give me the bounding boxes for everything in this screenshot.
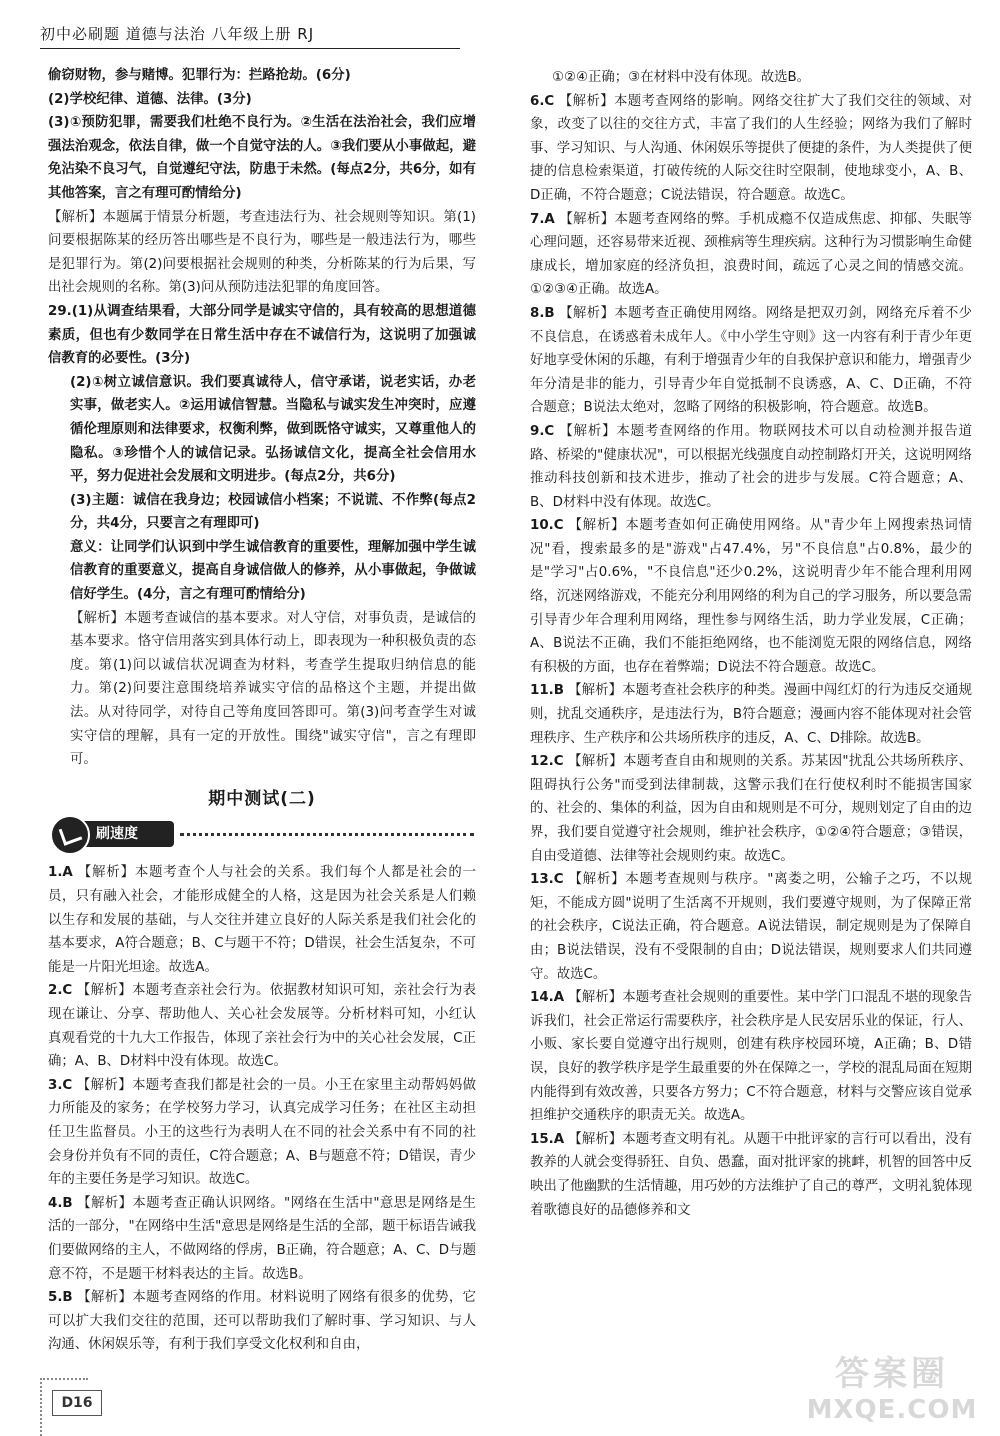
speed-badge-row xyxy=(48,817,476,855)
badge-label: 刷速度 xyxy=(96,826,138,843)
question-number: 4.B xyxy=(48,1195,73,1211)
question-1 xyxy=(48,861,476,979)
question-number: 15.A xyxy=(530,1131,565,1147)
question-5 xyxy=(48,1286,476,1357)
question-7 xyxy=(530,208,972,302)
question-12 xyxy=(530,750,972,868)
question-number: 7.A xyxy=(530,211,555,227)
answer-text: (2)①树立诚信意识。我们要真诚待人，信守承诺，说老实话，办老实事，做老实人。②运用诚信智慧。当隐私与诚实发生冲突时，应遵循伦理原则和法律要求，权衡利弊，做到既恪守诚实，又尊重他人的隐私。③珍惜个人的诚信记录。弘扬诚信文化，提高全社会信用水平，努力促进社会发展和文明进步。(每点2分，共6分) xyxy=(70,374,476,485)
question-11 xyxy=(530,679,972,750)
answer-text: 【解析】本题考查我们都是社会的一员。小王在家里主动帮妈妈做力所能及的家务；在学校努力学习，认真完成学习任务；在社区主动担任卫生监督员。小王的这些行为表明人在不同的社会关系中有不同的社会身份并负有不同的责任，C符合题意；A、B与题意不符；D错误，青少年的主要任务是学习知识。故选C。 xyxy=(48,1077,477,1188)
answer-text: 【解析】本题考查社会秩序的种类。漫画中闯红灯的行为违反交通规则，扰乱交通秩序，是违法行为，B符合题意；漫画内容不能体现对社会管理秩序、生产秩序和公共场所秩序的违反，A、C、D排除。故选B。 xyxy=(530,683,972,746)
page-number: D16 xyxy=(52,1390,102,1416)
question-4 xyxy=(48,1192,476,1286)
answer-text: ①②④正确；③在材料中没有体现。故选B。 xyxy=(552,70,811,85)
question-number: 10.C xyxy=(530,518,564,534)
answer-text: 【解析】本题考查如何正确使用网络。从"青少年上网搜索热词情况"看，搜索最多的是"游戏"占47.4%，另"不良信息"占0.8%，最少的是"学习"占0.6%，"不良信息"还少0.2%，这说明青少年不能合理利用网络，沉迷网络游戏，不能充分利用网络的利为自己的学习服务，所以要急需引导青少年合理利用网络，理性参与网络生活，助力学业发展，C正确；A、B说法不正确，我们不能拒绝网络，也不能浏览无限的网络信息，网络有积极的方面，也存在着弊端；D说法不符合题意。故选C。 xyxy=(530,518,972,675)
answer-text: 【解析】本题考查自由和规则的关系。苏某因"扰乱公共场所秩序、阻碍执行公务"而受到法律制裁，这警示我们在行使权利时不能损害国家的、社会的、集体的利益，因为自由和规则是不可分，规则划定了自由的边界，我们要自觉遵守社会规则，维护社会秩序，①②④符合题意；③错误，自由受道德、法律等社会规则约束。故选C。 xyxy=(530,754,972,864)
question-number: 5.B xyxy=(48,1290,73,1306)
question-number: 8.B xyxy=(530,305,555,321)
question-number: 11.B xyxy=(530,683,564,699)
answer-text: 【解析】本题考查亲社会行为。依据教材知识可知，亲社会行为表现在谦让、分享、帮助他人、关心社会发展等。分析材料可知，小红认真观看党的十九大工作报告，体现了亲社会行为中的关心社会发展，C正确；A、B、D材料中没有体现。故选C。 xyxy=(48,983,477,1070)
question-number: 14.A xyxy=(530,990,565,1006)
answer-text: 【解析】本题考查网络的影响。网络交往扩大了我们交往的领域、对象，改变了以往的交往方式，丰富了我们的人生经验；网络为我们了解时事、学习知识、与人沟通、休闲娱乐等提供了便捷的条件，为人类提供了便捷的信息检索渠道，打破传统的人际交往时空限制，使地球变小，A、B、D正确，不符合题意；C说法错误，符合题意。故选C。 xyxy=(530,93,972,203)
answer-text: (2)学校纪律、道德、法律。(3分) xyxy=(48,91,252,107)
answer-text: 【解析】本题考查网络的作用。物联网技术可以自动检测并报告道路、桥梁的"健康状况"，可以根据光线强度自动控制路灯开关，这说明网络推动科技创新和技术进步，推动了社会的进步与发展。C符合题意；A、B、D材料中没有体现。故选C。 xyxy=(530,423,972,510)
answer-text: (3)主题：诚信在我身边；校园诚信小档案；不说谎、不作弊(每点2分，共4分，只要言之有理即可) xyxy=(70,492,476,532)
answer-text: 偷窃财物，参与赌博。犯罪行为：拦路抢劫。(6分) xyxy=(48,68,351,83)
answer-text: 意义：让同学们认识到中学生诚信教育的重要性，理解加强中学生诚信教育的重要意义，提高自身诚信做人的修养，从小事做起，争做诚信好学生。(4分，言之有理可酌情给分) xyxy=(70,539,476,603)
section-title: 期中测试(二) xyxy=(208,788,316,809)
question-9 xyxy=(530,420,972,514)
question-3 xyxy=(48,1074,476,1192)
question-number: 6.C xyxy=(530,93,555,109)
answer-text: 【解析】本题考查社会规则的重要性。某中学门口混乱不堪的现象告诉我们，社会正常运行需要秩序，社会秩序是人民安居乐业的保证，行人、小贩、家长要自觉遵守出行规则，创建有秩序校园环境，A正确；B、D错误，良好的教学秩序是学生最重要的外在保障之一，学校的混乱局面在短期内能得到有效改善，只要各方努力；C不符合题意，材料与交警应该自觉承担维护交通秩序的职责无关。故选A。 xyxy=(530,990,972,1124)
question-29 xyxy=(48,300,476,371)
question-2 xyxy=(48,979,476,1073)
watermark xyxy=(792,1356,992,1428)
question-number: 13.C xyxy=(530,872,564,888)
left-column xyxy=(48,64,476,1357)
speed-badge xyxy=(56,821,174,847)
question-10 xyxy=(530,514,972,679)
answer-text: 【解析】本题考查正确认识网络。"网络在生活中"意思是网络是生活的一部分，"在网络中生活"意思是网络是生活的全部，题干标语告诫我们要做网络的主人，不做网络的俘虏，B正确，符合题意；A、C、D与题意不符，不是题干材料表达的主旨。故选B。 xyxy=(48,1195,476,1282)
watermark-line1: 答案圈 xyxy=(835,1354,949,1394)
question-14 xyxy=(530,986,972,1128)
question-13 xyxy=(530,868,972,986)
dotted-divider xyxy=(180,833,474,836)
answer-text: 【解析】本题考查个人与社会的关系。我们每个人都是社会的一员，只有融入社会，才能形成健全的人格，这是因为社会关系是人们赖以生存和发展的基础，与人交往并建立良好的人际关系是我们社会化的基本要求，A符合题意；B、C与题干不符；D错误，社会生活复杂，不可能是一片阳光坦途。故选A。 xyxy=(48,865,476,975)
question-number: 1.A xyxy=(48,865,73,881)
question-15 xyxy=(530,1128,972,1222)
question-number: 3.C xyxy=(48,1077,73,1093)
answer-text: (3)①预防犯罪，需要我们杜绝不良行为。②生活在法治社会，我们应增强法治观念，依法自律，做一个自觉守法的人。③我们要从小事做起，避免沾染不良习气，自觉遵纪守法，防患于未然。(每点2分，共6分，如有其他答案，言之有理可酌情给分) xyxy=(48,115,476,201)
question-number: 2.C xyxy=(48,983,73,999)
question-number: 29. xyxy=(48,303,72,319)
answer-text: (1)从调查结果看，大部分同学是诚实守信的，具有较高的思想道德素质，但也有少数同学在日常生活中存在不诚信行为，这说明了加强诚信教育的必要性。(3分) xyxy=(48,303,476,367)
analysis-text: 【解析】本题属于情景分析题，考查违法行为、社会规则等知识。第(1)问要根据陈某的经历答出哪些是不良行为，哪些是一般违法行为，哪些是犯罪行为。第(2)问要根据社会规则的种类，分析陈某的行为后果，写出社会规则的名称。第(3)问从预防违法犯罪的角度回答。 xyxy=(48,209,476,296)
watermark-line2: MXQE.COM xyxy=(806,1395,978,1425)
answer-text: 【解析】本题考查网络的作用。材料说明了网络有很多的优势，它可以扩大我们交往的范围，还可以帮助我们了解时事、学习知识、与人沟通、休闲娱乐等，有利于我们享受文化权利和自由， xyxy=(48,1290,477,1353)
question-number: 9.C xyxy=(530,423,555,439)
answer-text: 【解析】本题考查规则与秩序。"离娄之明，公输子之巧，不以规矩，不能成方圆"说明了生活离不开规则，我们要遵守规则，为了保障正常的社会秩序，C说法正确，符合题意。A说法错误，制定规则是为了保障自由；B说法错误，没有不受限制的自由；D说法错误，规则要求人们共同遵守。故选C。 xyxy=(530,872,972,982)
analysis-text: 【解析】本题考查诚信的基本要求。对人守信，对事负责，是诚信的基本要求。恪守信用落实到具体行动上，即表现为一种积极负责的态度。第(1)问以诚信状况调查为材料，考查学生提取归纳信息的能力。第(2)问要注意围绕培养诚实守信的品格这个主题，并提出做法。从对待同学，对待自己等角度回答即可。第(3)问考查学生对诚实守信的理解，具有一定的开放性。围绕"诚实守信"，言之有理即可。 xyxy=(70,610,476,768)
question-number: 12.C xyxy=(530,754,564,770)
answer-text: 【解析】本题考查网络的弊。手机成瘾不仅造成焦虑、抑郁、失眠等心理问题，还容易带来近视、颈椎病等生理疾病。这种行为习惯影响生命健康成长，增加家庭的经济负担，浪费时间，疏远了心灵之间的情感交流。①②③④正确。故选A。 xyxy=(530,211,972,298)
question-8 xyxy=(530,302,972,420)
brush-icon xyxy=(50,815,90,855)
answer-text: 【解析】本题考查文明有礼。从题干中批评家的言行可以看出，没有教养的人就会变得骄狂、自负、愚蠢，面对批评家的挑衅，机智的回答中反映出了他幽默的生活情趣，用巧妙的方法维护了自己的尊严，文明礼貌体现着歌德良好的品德修养和文 xyxy=(530,1131,972,1218)
right-column xyxy=(530,66,972,1222)
answer-text: 【解析】本题考查正确使用网络。网络是把双刃剑，网络充斥着不少不良信息，在诱惑着未成年人。《中小学生守则》这一内容有利于青少年更好地享受休闲的乐趣，有利于增强青少年的自我保护意识和能力，增强青少年分清是非的能力，引导青少年自觉抵制不良诱惑，A、C、D正确，不符合题意；B说法太绝对，忽略了网络的积极影响，符合题意。故选B。 xyxy=(530,305,972,416)
running-header: 初中必刷题 道德与法治 八年级上册 RJ xyxy=(40,20,460,49)
question-6 xyxy=(530,90,972,208)
